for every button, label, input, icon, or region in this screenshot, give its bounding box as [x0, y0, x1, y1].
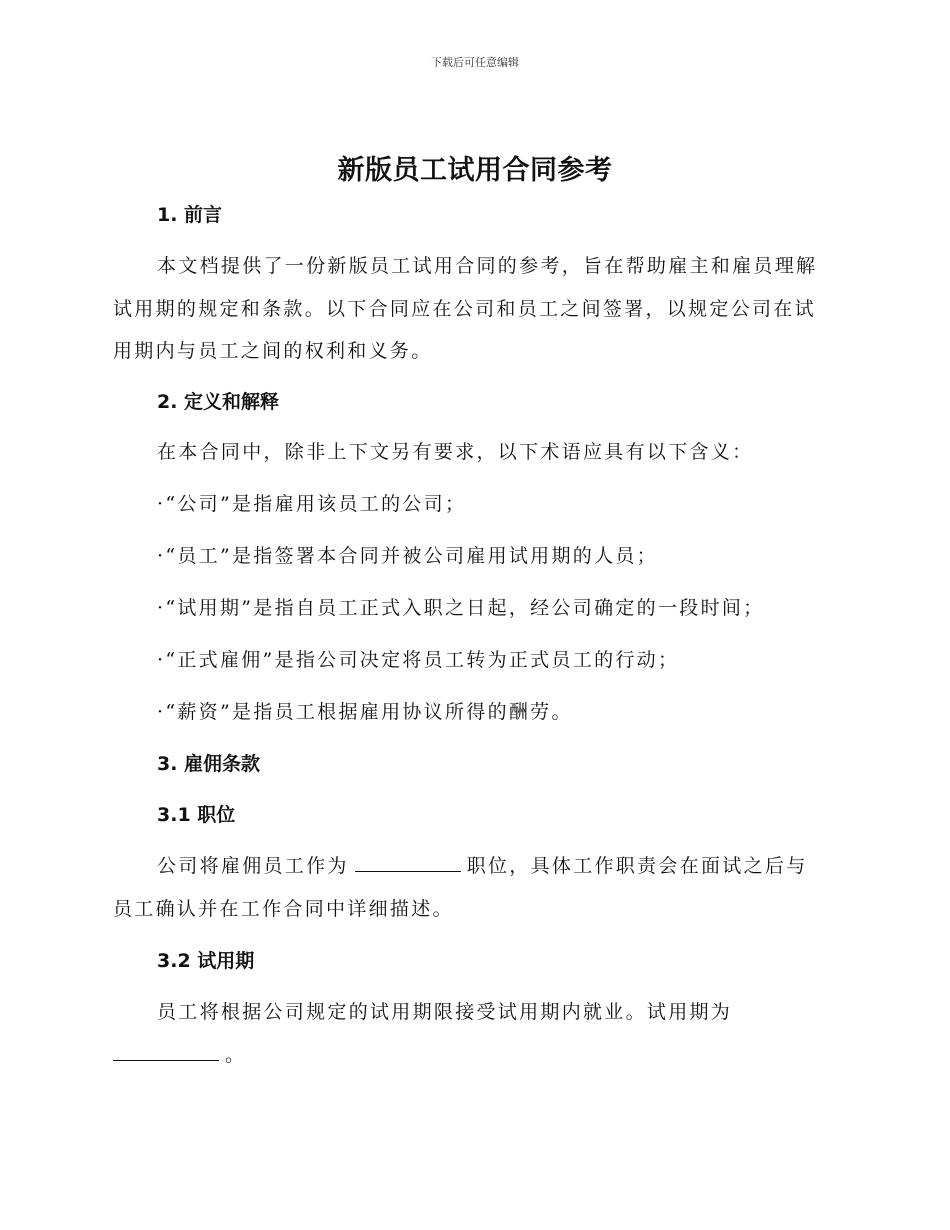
definition-item-salary: ·“薪资”是指员工根据雇用协议所得的酬劳。 — [157, 701, 573, 723]
section-3-2-heading: 3.2 试用期 — [157, 950, 255, 972]
definition-item-formal-employment: ·“正式雇佣”是指公司决定将员工转为正式员工的行动； — [157, 649, 680, 671]
position-text-after-blank: 职位，具体工作职责会在面试之后与 — [466, 855, 808, 877]
section-3-2-line-2 — [113, 1040, 833, 1067]
section-3-1-line-1 — [157, 851, 877, 878]
section-2-intro: 在本合同中，除非上下文另有要求，以下术语应具有以下含义： — [157, 441, 754, 463]
section-2-heading: 2. 定义和解释 — [157, 391, 280, 413]
definition-item-employee: ·“员工”是指签署本合同并被公司雇用试用期的人员； — [157, 545, 658, 567]
probation-line-end: 。 — [225, 1044, 247, 1066]
section-3-heading: 3. 雇佣条款 — [157, 753, 261, 775]
section-3-2-line-1: 员工将根据公司规定的试用期限接受试用期内就业。试用期为 — [157, 1001, 733, 1023]
document-title: 新版员工试用合同参考 — [337, 155, 613, 186]
definition-item-company: ·“公司”是指雇用该员工的公司； — [157, 493, 467, 515]
section-3-1-heading: 3.1 职位 — [157, 804, 236, 826]
section-1-paragraph-line-3: 用期内与员工之间的权利和义务。 — [113, 340, 433, 362]
section-1-heading: 1. 前言 — [157, 204, 223, 226]
definition-item-probation: ·“试用期”是指自员工正式入职之日起，经公司确定的一段时间； — [157, 597, 765, 619]
position-text-before-blank: 公司将雇佣员工作为 — [157, 855, 349, 877]
probation-blank-line — [113, 1059, 219, 1061]
section-1-paragraph-line-2: 试用期的规定和条款。以下合同应在公司和员工之间签署，以规定公司在试 — [113, 298, 816, 320]
section-3-1-line-2: 员工确认并在工作合同中详细描述。 — [113, 898, 454, 920]
section-1-paragraph-line-1: 本文档提供了一份新版员工试用合同的参考，旨在帮助雇主和雇员理解 — [157, 255, 818, 277]
page-header-note: 下载后可任意编辑 — [431, 56, 519, 69]
position-blank-line — [355, 870, 461, 872]
